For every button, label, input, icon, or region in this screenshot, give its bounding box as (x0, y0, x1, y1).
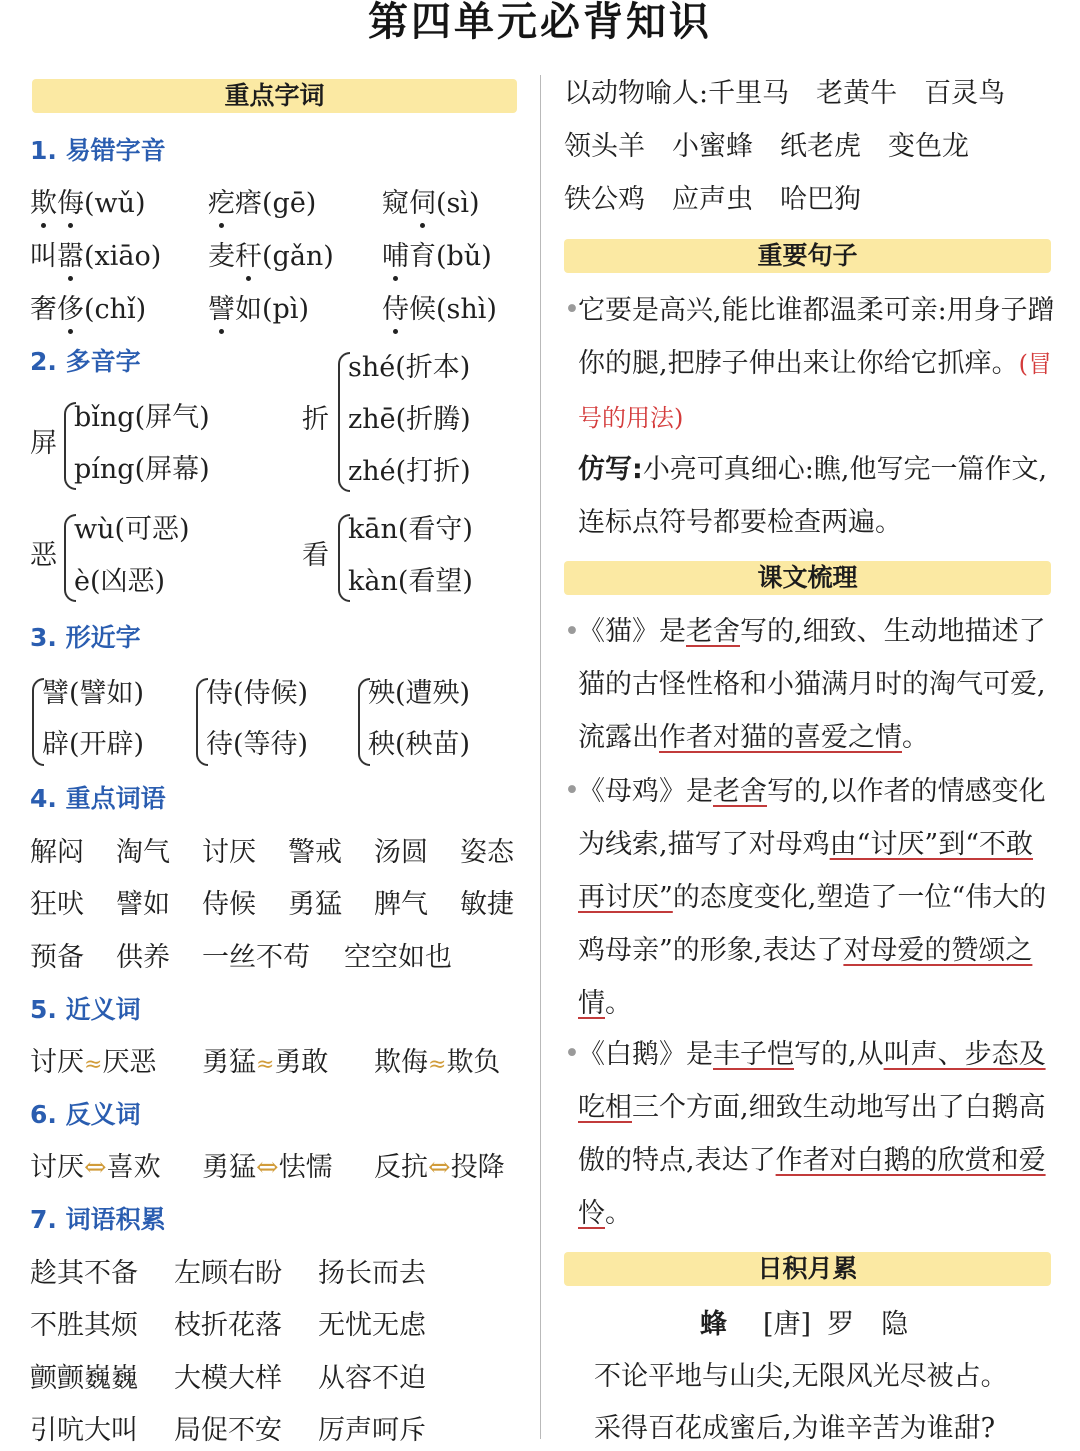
pron-item: 叫嚣(xiāo) (30, 237, 161, 277)
word: 空空如也 (344, 942, 452, 973)
bullet: • (564, 775, 580, 806)
section-antonyms-title: 6. 反义词 (30, 1100, 141, 1129)
poem-title: 蜂 [唐] 罗 隐 (700, 1309, 909, 1340)
synonym-pair: 讨厌≈厌恶 (30, 1047, 157, 1078)
banner-text-summary: 课文梳理 (564, 561, 1051, 595)
section-similar-chars-title: 3. 形近字 (30, 623, 141, 652)
pron-item: 侍候(shì) (382, 290, 497, 330)
section-key-words-title: 4. 重点词语 (30, 784, 166, 813)
pron-item: 欺侮(wǔ) (30, 184, 146, 224)
polyphone-char-kan: 看 (302, 540, 329, 571)
page-title: 第四单元必背知识 (368, 0, 712, 45)
metaphor-line: 领头羊 小蜜蜂 纸老虎 变色龙 (564, 131, 969, 162)
idiom: 趁其不备 (30, 1258, 138, 1289)
similar-char: 辟(开辟) (42, 729, 145, 760)
polyphone-reading: bǐng(屏气) (74, 402, 210, 433)
word: 侍候 (202, 889, 256, 920)
polyphone-reading: shé(折本) (348, 352, 471, 383)
idiom: 引吭大叫 (30, 1415, 138, 1446)
polyphone-reading: kàn(看望) (348, 566, 473, 597)
antonym-pair: 讨厌⇔喜欢 (30, 1152, 161, 1183)
idiom: 扬长而去 (318, 1258, 426, 1289)
word: 讨厌 (202, 837, 256, 868)
similar-char: 侍(侍候) (206, 678, 309, 709)
polyphone-reading: zhé(打折) (348, 456, 471, 487)
word: 狂吠 (30, 889, 84, 920)
polyphone-char-zhe: 折 (302, 404, 329, 435)
word: 敏捷 (460, 889, 514, 920)
synonym-pair: 欺侮≈欺负 (374, 1047, 501, 1078)
word: 预备 (30, 942, 84, 973)
idiom: 大模大样 (174, 1363, 282, 1394)
word: 勇猛 (288, 889, 342, 920)
similar-char: 殃(遭殃) (368, 678, 471, 709)
similar-char: 待(等待) (206, 729, 309, 760)
banner-sentences: 重要句子 (564, 239, 1051, 273)
similar-char: 譬(譬如) (42, 678, 145, 709)
polyphone-reading: kān(看守) (348, 514, 473, 545)
idiom: 从容不迫 (318, 1363, 426, 1394)
similar-char: 秧(秧苗) (368, 729, 471, 760)
idiom: 枝折花落 (174, 1310, 282, 1341)
text-summary-hen: 《母鸡》是老舍写的,以作者的情感变化为线索,描写了对母鸡由“讨厌”到“不敢再讨厌”的态度变化,塑造了一位“伟大的鸡母亲”的形象,表达了对母爱的赞颂之情。 (578, 776, 1047, 1019)
idiom: 颤颤巍巍 (30, 1363, 138, 1394)
polyphone-reading: píng(屏幕) (74, 454, 210, 485)
polyphone-reading: zhē(折腾) (348, 404, 471, 435)
idiom: 左顾右盼 (174, 1258, 282, 1289)
polyphone-reading: è(凶恶) (74, 566, 166, 597)
metaphor-line: 铁公鸡 应声虫 哈巴狗 (564, 184, 861, 215)
text-summary-goose: 《白鹅》是丰子恺写的,从叫声、步态及吃相三个方面,细致生动地写出了白鹅高傲的特点,表达了作者对白鹅的欣赏和爱怜。 (578, 1039, 1046, 1229)
idiom: 局促不安 (174, 1415, 282, 1446)
pron-item: 麦秆(gǎn) (208, 237, 334, 277)
poem-line: 不论平地与山尖,无限风光尽被占。 (594, 1361, 1008, 1392)
synonym-pair: 勇猛≈勇敢 (202, 1047, 329, 1078)
bullet: • (564, 616, 580, 647)
polyphone-reading: wù(可恶) (74, 514, 190, 545)
bullet: • (564, 294, 580, 325)
word: 供养 (116, 942, 170, 973)
section-accumulation-title: 7. 词语积累 (30, 1205, 166, 1234)
pron-item: 疙瘩(gē) (208, 184, 316, 224)
word: 一丝不苟 (202, 942, 310, 973)
word: 姿态 (460, 837, 514, 868)
banner-key-words: 重点字词 (32, 79, 517, 113)
idiom: 厉声呵斥 (318, 1415, 426, 1446)
pron-item: 奢侈(chǐ) (30, 290, 146, 330)
pron-item: 譬如(pì) (208, 290, 309, 330)
banner-accumulation: 日积月累 (564, 1252, 1051, 1286)
pron-item: 窥伺(sì) (382, 184, 480, 224)
poem-line: 采得百花成蜜后,为谁辛苦为谁甜? (594, 1413, 996, 1444)
antonym-pair: 勇猛⇔怯懦 (202, 1152, 333, 1183)
section-pronunciation-title: 1. 易错字音 (30, 136, 166, 165)
word: 警戒 (288, 837, 342, 868)
section-synonyms-title: 5. 近义词 (30, 995, 141, 1024)
polyphone-char-ping: 屏 (30, 428, 57, 459)
bullet: • (564, 1038, 580, 1069)
metaphor-line: 以动物喻人:千里马 老黄牛 百灵鸟 (564, 78, 1006, 109)
left-column (0, 0, 540, 1446)
key-sentence: 它要是高兴,能比谁都温柔可亲:用身子蹭你的腿,把脖子伸出来让你给它抓痒。(冒号的用法) (578, 295, 1055, 432)
word: 淘气 (116, 837, 170, 868)
idiom: 不胜其烦 (30, 1310, 138, 1341)
word: 汤圆 (374, 837, 428, 868)
text-summary-cat: 《猫》是老舍写的,细致、生动地描述了猫的古怪性格和小猫满月时的淘气可爱,流露出作者对猫的喜爱之情。 (578, 616, 1046, 753)
section-polyphone-title: 2. 多音字 (30, 347, 141, 376)
antonym-pair: 反抗⇔投降 (374, 1152, 505, 1183)
pron-item: 哺育(bǔ) (382, 237, 492, 277)
idiom: 无忧无虑 (318, 1310, 426, 1341)
imitation-sentence: 仿写:小亮可真细心:瞧,他写完一篇作文,连标点符号都要检查两遍。 (578, 454, 1048, 538)
polyphone-char-e: 恶 (30, 540, 57, 571)
word: 譬如 (116, 889, 170, 920)
word: 解闷 (30, 837, 84, 868)
word: 脾气 (374, 889, 428, 920)
